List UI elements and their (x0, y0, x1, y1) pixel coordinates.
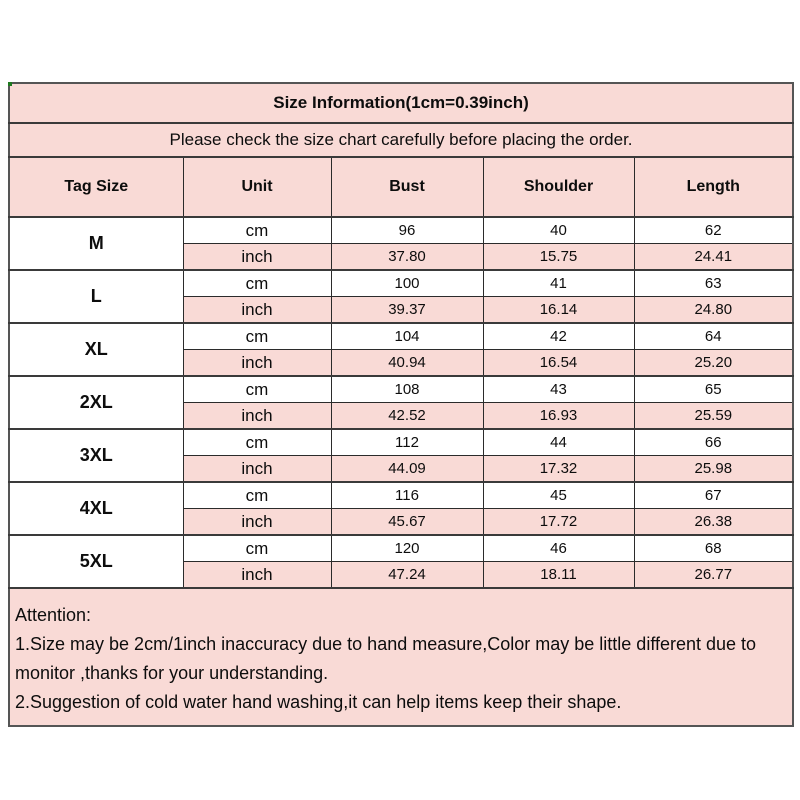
shoulder-cell: 45 (483, 482, 634, 509)
bust-cell: 108 (331, 376, 483, 403)
length-cell: 25.98 (634, 456, 793, 483)
shoulder-cell: 44 (483, 429, 634, 456)
bust-cell: 45.67 (331, 509, 483, 536)
col-header-tag-size: Tag Size (9, 157, 183, 217)
tag-size-cell: 2XL (9, 376, 183, 429)
tag-size-cell: M (9, 217, 183, 270)
subtitle-row (9, 123, 793, 157)
bust-cell: 40.94 (331, 350, 483, 377)
unit-cell: cm (183, 429, 331, 456)
shoulder-cell: 16.54 (483, 350, 634, 377)
unit-cell: cm (183, 482, 331, 509)
tag-size-cell: 3XL (9, 429, 183, 482)
bust-cell: 112 (331, 429, 483, 456)
length-cell: 26.77 (634, 562, 793, 589)
shoulder-cell: 42 (483, 323, 634, 350)
unit-cell: cm (183, 323, 331, 350)
length-cell: 66 (634, 429, 793, 456)
length-cell: 64 (634, 323, 793, 350)
size-row-3xl-cm (9, 429, 793, 456)
table-title: Size Information(1cm=0.39inch) (9, 83, 793, 123)
bust-cell: 47.24 (331, 562, 483, 589)
col-header-bust: Bust (331, 157, 483, 217)
size-row-5xl-cm (9, 535, 793, 562)
bust-cell: 100 (331, 270, 483, 297)
unit-cell: cm (183, 376, 331, 403)
bust-cell: 120 (331, 535, 483, 562)
unit-cell: inch (183, 244, 331, 271)
unit-cell: inch (183, 456, 331, 483)
size-table (8, 82, 794, 727)
bust-cell: 39.37 (331, 297, 483, 324)
length-cell: 25.20 (634, 350, 793, 377)
unit-cell: cm (183, 535, 331, 562)
shoulder-cell: 43 (483, 376, 634, 403)
length-cell: 67 (634, 482, 793, 509)
length-cell: 65 (634, 376, 793, 403)
bust-cell: 96 (331, 217, 483, 244)
unit-cell: inch (183, 403, 331, 430)
length-cell: 63 (634, 270, 793, 297)
col-header-length: Length (634, 157, 793, 217)
unit-cell: inch (183, 350, 331, 377)
attention-note-1: 1.Size may be 2cm/1inch inaccuracy due to hand measure,Color may be little different due to monitor ,thanks for your understanding. (15, 634, 757, 683)
shoulder-cell: 18.11 (483, 562, 634, 589)
shoulder-cell: 17.72 (483, 509, 634, 536)
bust-cell: 44.09 (331, 456, 483, 483)
length-cell: 24.80 (634, 297, 793, 324)
shoulder-cell: 16.14 (483, 297, 634, 324)
bust-cell: 37.80 (331, 244, 483, 271)
bust-cell: 104 (331, 323, 483, 350)
tag-size-cell: 4XL (9, 482, 183, 535)
shoulder-cell: 17.32 (483, 456, 634, 483)
shoulder-cell: 46 (483, 535, 634, 562)
length-cell: 25.59 (634, 403, 793, 430)
col-header-shoulder: Shoulder (483, 157, 634, 217)
size-row-m-cm (9, 217, 793, 244)
unit-cell: inch (183, 562, 331, 589)
attention-heading: Attention: (15, 605, 92, 625)
unit-cell: inch (183, 297, 331, 324)
shoulder-cell: 40 (483, 217, 634, 244)
shoulder-cell: 16.93 (483, 403, 634, 430)
column-header-row (9, 157, 793, 217)
shoulder-cell: 41 (483, 270, 634, 297)
shoulder-cell: 15.75 (483, 244, 634, 271)
size-row-4xl-cm (9, 482, 793, 509)
col-header-unit: Unit (183, 157, 331, 217)
size-chart (8, 82, 792, 727)
tag-size-cell: L (9, 270, 183, 323)
attention-note (9, 588, 793, 726)
length-cell: 68 (634, 535, 793, 562)
length-cell: 62 (634, 217, 793, 244)
unit-cell: inch (183, 509, 331, 536)
corner-artifact (8, 82, 12, 86)
unit-cell: cm (183, 270, 331, 297)
attention-row (9, 588, 793, 726)
length-cell: 26.38 (634, 509, 793, 536)
tag-size-cell: XL (9, 323, 183, 376)
bust-cell: 42.52 (331, 403, 483, 430)
size-row-xl-cm (9, 323, 793, 350)
size-row-2xl-cm (9, 376, 793, 403)
bust-cell: 116 (331, 482, 483, 509)
size-row-l-cm (9, 270, 793, 297)
table-subtitle: Please check the size chart carefully before placing the order. (9, 123, 793, 157)
length-cell: 24.41 (634, 244, 793, 271)
unit-cell: cm (183, 217, 331, 244)
tag-size-cell: 5XL (9, 535, 183, 588)
title-row (9, 83, 793, 123)
attention-note-2: 2.Suggestion of cold water hand washing,it can help items keep their shape. (15, 692, 622, 712)
